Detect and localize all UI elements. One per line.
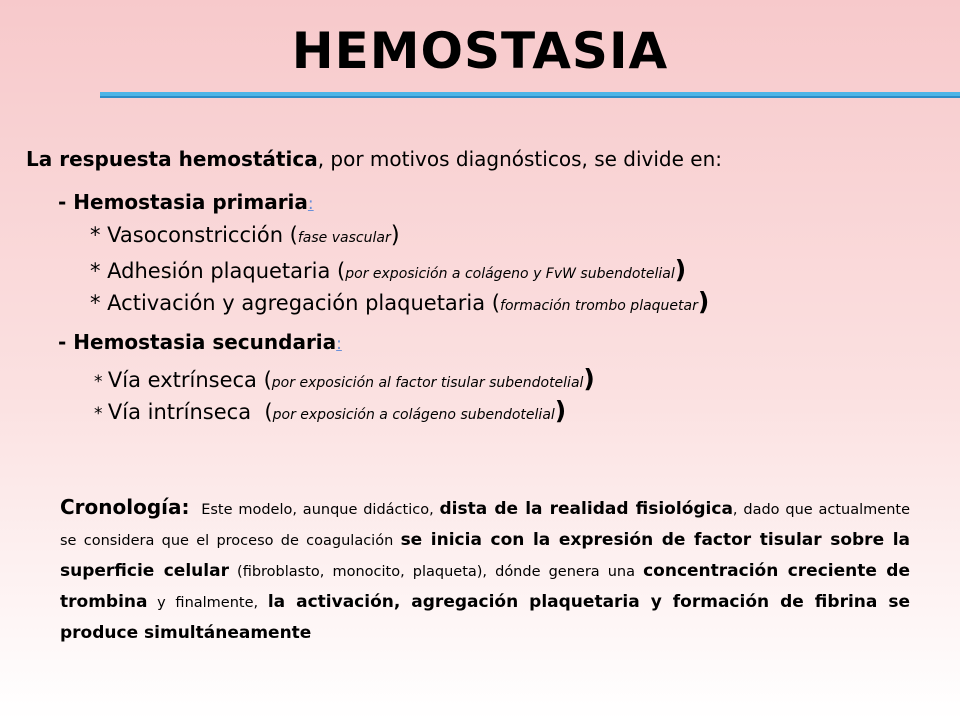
cronologia-bold-3: concentración creciente de trombina (60, 561, 910, 612)
intro-bold: La respuesta hemostática (26, 147, 318, 171)
secundaria-item-extrinseca (94, 364, 595, 393)
intro-rest: , por motivos diagnósticos, se divide en: (317, 147, 722, 171)
item-main: Vía extrínseca ( (107, 368, 272, 392)
primaria-heading-text: - Hemostasia primaria (58, 190, 308, 214)
secundaria-heading-text: - Hemostasia secundaria (58, 330, 337, 354)
cronologia-text-3: (fibroblasto, monocito, plaqueta), dónde genera una (228, 564, 644, 580)
item-close: ) (554, 396, 567, 425)
item-note: por exposición al factor tisular subendotelial (271, 375, 584, 391)
item-close: ) (674, 255, 687, 284)
item-main: * Activación y agregación plaquetaria ( (90, 291, 501, 315)
item-star: * (94, 404, 108, 424)
item-close: ) (583, 364, 595, 393)
item-main: * Vasoconstricción ( (90, 223, 298, 247)
secundaria-colon: : (336, 334, 342, 354)
primaria-colon: : (307, 194, 314, 214)
cronologia-bold-2: se inicia con la expresión de factor tisular sobre la superficie celular (60, 530, 910, 581)
slide-title: HEMOSTASIA (291, 22, 669, 80)
item-note: fase vascular (297, 230, 391, 246)
intro-text (26, 147, 722, 171)
item-close: ) (697, 287, 710, 316)
item-star: * (94, 372, 108, 392)
primaria-item-activacion (90, 287, 709, 316)
secundaria-heading (58, 330, 342, 354)
cronologia-text-4: y finalmente, (147, 595, 268, 611)
cronologia-text-1: Este modelo, aunque didáctico, (189, 502, 440, 518)
item-note: por exposición a colágeno subendotelial (272, 407, 555, 423)
secundaria-item-intrinseca (94, 396, 566, 425)
cronologia-paragraph (60, 492, 910, 649)
cronologia-text-2: , dado que actualmente se considera que el proceso de coagulación (60, 502, 910, 549)
item-close: ) (390, 222, 400, 248)
primaria-item-vasoconstriccion (90, 222, 400, 248)
cronologia-bold-4: la activación, agregación plaquetaria y formación de fibrina se produce simultáneamente (60, 592, 910, 643)
cronologia-bold-1: dista de la realidad fisiológica (439, 499, 733, 519)
item-note: por exposición a colágeno y FvW subendotelial (345, 266, 675, 282)
title-underline (100, 92, 960, 96)
item-main: * Adhesión plaquetaria ( (90, 259, 346, 283)
primaria-heading (58, 190, 314, 214)
item-main: Vía intrínseca ( (107, 400, 273, 424)
cronologia-label: Cronología: (60, 495, 190, 519)
item-note: formación trombo plaquetar (500, 298, 698, 314)
primaria-item-adhesion (90, 255, 686, 284)
